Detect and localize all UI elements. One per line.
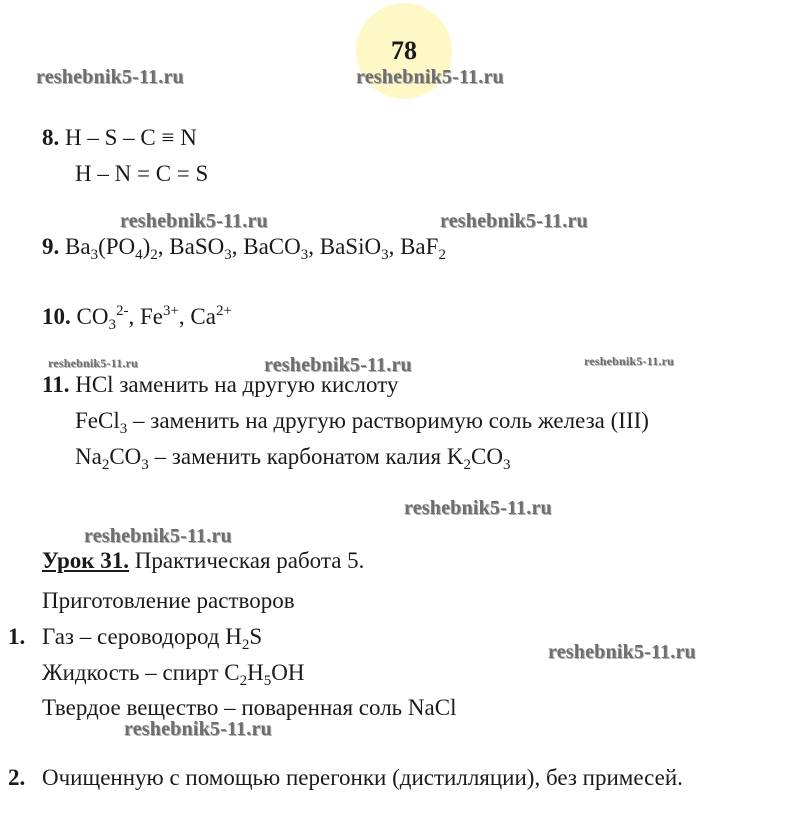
q11-text-1: HCl заменить на другую кислоту: [75, 372, 399, 397]
q9-number: 9.: [42, 234, 60, 259]
answer-2-text: [42, 766, 683, 789]
q8-formula-2: H – N = C = S: [75, 161, 209, 186]
answer-2-text-content: Очищенную с помощью перегонки (дистилляции), без примесей.: [42, 765, 683, 790]
q10-number: 10.: [42, 304, 71, 329]
lesson-subtitle: Практическая работа 5.: [129, 548, 365, 573]
lesson-header: [42, 549, 364, 572]
q8-number: 8.: [42, 125, 60, 150]
answer-1-line-1: [8, 625, 25, 648]
watermark: reshebnik5-11.ru: [264, 354, 412, 376]
q11-line-2: [75, 408, 649, 437]
q8-formula-1: H – S – C ≡ N: [65, 125, 197, 150]
watermark: reshebnik5-11.ru: [124, 718, 272, 740]
answer-1-number: 1.: [8, 624, 26, 649]
watermark: reshebnik5-11.ru: [48, 356, 138, 370]
watermark: reshebnik5-11.ru: [36, 66, 184, 88]
lesson-heading: [42, 589, 295, 612]
page-number: 78: [391, 36, 417, 65]
q9-formulas: $Ba_3(PO_4)_2$, BaSO$_3$, BaCO$_3$, BaSiO$_3$, BaF$_2$: [65, 234, 446, 263]
answer-1-text-1: Газ – сероводород $H_2S$: [42, 624, 263, 653]
watermark: reshebnik5-11.ru: [548, 641, 696, 663]
q11-text-2: FeCl$_3$ – заменить на другую растворимую соль железа (III): [75, 408, 649, 437]
answer-1-text-3-content: Твердое вещество – поваренная соль NaCl: [42, 695, 457, 720]
q11-line-3: [75, 444, 511, 473]
q8-line-2: [75, 162, 208, 185]
q11-number: 11.: [42, 372, 70, 397]
watermark: reshebnik5-11.ru: [440, 210, 588, 232]
watermark: reshebnik5-11.ru: [356, 66, 504, 88]
q11-text-3: $Na_2CO_3$ – заменить карбонатом калия $K_2CO_3$: [75, 444, 511, 473]
lesson-heading-text: Приготовление растворов: [42, 588, 295, 613]
answer-2-line: [8, 766, 25, 789]
answer-1-text-2: Жидкость – спирт $C_2H_5OH$: [42, 660, 305, 689]
watermark: reshebnik5-11.ru: [120, 210, 268, 232]
watermark: reshebnik5-11.ru: [84, 525, 232, 547]
q10-ions: $CO_3^{2-}$, $Fe^{3+}$, $Ca^{2+}$: [76, 303, 232, 333]
answer-2-number: 2.: [8, 765, 26, 790]
lesson-title: Урок 31.: [42, 548, 130, 573]
watermark: reshebnik5-11.ru: [404, 497, 552, 519]
q8-line-1: [42, 126, 197, 149]
q11-line-1: [42, 373, 398, 396]
q10-line: [42, 303, 232, 333]
q9-line: [42, 234, 446, 263]
answer-1-text-3: [42, 696, 456, 719]
watermark: reshebnik5-11.ru: [584, 354, 674, 368]
